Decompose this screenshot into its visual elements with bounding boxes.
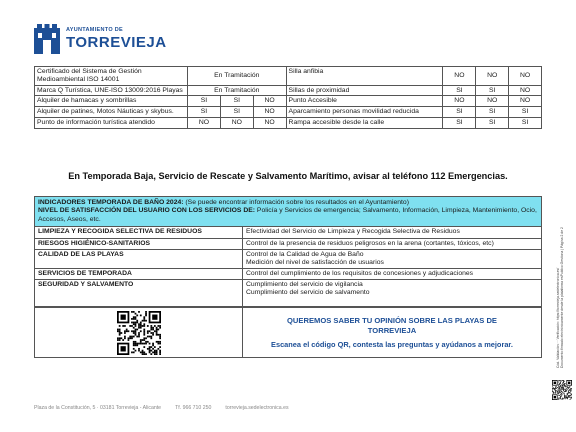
facility-value: NO xyxy=(443,96,476,107)
table-row xyxy=(35,250,541,269)
facility-value: NO xyxy=(509,96,542,107)
footer-web[interactable]: torrevieja.sedelectronica.es xyxy=(225,405,289,411)
indicators-header xyxy=(35,197,541,227)
facility-name: Marca Q Turística, UNE-ISO 13009:2016 Playas xyxy=(35,85,188,96)
table-row xyxy=(35,85,542,96)
indicator-detail: Control del cumplimiento de los requisitos de concesiones y adjudicaciones xyxy=(246,270,474,278)
table-row xyxy=(35,227,541,238)
survey-instructions: Escanea el código QR, contesta las preguntas y ayúdanos a mejorar. xyxy=(271,340,513,350)
table-row xyxy=(35,269,541,280)
indicator-detail: Cumplimiento del servicio de salvamento xyxy=(246,289,370,297)
survey-title: QUEREMOS SABER TU OPINIÓN SOBRE LAS PLAYAS DE TORREVIEJA xyxy=(287,316,497,335)
qr-cell xyxy=(35,308,243,357)
facility-value: NO xyxy=(253,96,286,107)
indicator-detail: Medición del nivel de satisfacción de usuarios xyxy=(246,258,384,266)
indicators-title: INDICADORES TEMPORADA DE BAÑO 2024: xyxy=(38,199,184,206)
survey-block xyxy=(35,307,541,357)
footer-address: Plaza de la Constitución, 5 · 03181 Torrevieja - Alicante xyxy=(34,405,162,411)
facility-name: Punto de información turística atendido xyxy=(35,118,188,129)
facility-name: Punto Accesible xyxy=(286,96,443,107)
footer-phone: Tf. 966 710 250 xyxy=(175,405,212,411)
indicators-note: (Se puede encontrar información sobre los resultados en el Ayuntamiento) xyxy=(183,199,409,206)
validation-side-text xyxy=(556,227,570,368)
side-text-line: Documento firmado electrónicamente desde la plataforma esPublico Gestiona | Página 2 de 2 xyxy=(560,227,565,368)
satisfaction-title: NIVEL DE SATISFACCIÓN DEL USUARIO CON LOS SERVICIOS DE: xyxy=(38,207,256,215)
facilities-table xyxy=(34,66,542,129)
indicator-name: RIESGOS HIGIÉNICO-SANITARIOS xyxy=(35,239,243,249)
facility-value: SI xyxy=(509,118,542,129)
facility-value: SI xyxy=(188,107,221,118)
facility-value: SI xyxy=(443,118,476,129)
indicator-name: CALIDAD DE LAS PLAYAS xyxy=(35,250,243,268)
facility-name: Alquiler de patines, Motos Náuticas y skybus. xyxy=(35,107,188,118)
survey-text xyxy=(243,308,541,357)
facility-value: NO xyxy=(253,118,286,129)
facility-value: NO xyxy=(509,85,542,96)
facility-value: SI xyxy=(188,96,221,107)
facility-value: SI xyxy=(476,118,509,129)
indicator-detail: Efectividad del Servicio de Limpieza y Recogida Selectiva de Residuos xyxy=(246,228,460,236)
table-row xyxy=(35,96,542,107)
facility-value: NO xyxy=(253,107,286,118)
table-row xyxy=(35,107,542,118)
survey-qr-code[interactable] xyxy=(117,311,161,355)
side-text-line: Cód. Validación: ·· Verificación: https://torrevieja.sedelectronica.es/ xyxy=(556,267,560,368)
validation-qr-code[interactable] xyxy=(552,380,572,400)
facility-value: SI xyxy=(476,107,509,118)
facility-value: NO xyxy=(220,118,253,129)
emergency-announcement: En Temporada Baja, Servicio de Rescate y Salvamento Marítimo, avisar al teléfono 112 Emergencias. xyxy=(68,171,508,181)
facility-value: NO xyxy=(476,67,509,86)
facility-name: Aparcamiento personas movilidad reducida xyxy=(286,107,443,118)
facility-name: Rampa accesible desde la calle xyxy=(286,118,443,129)
indicator-name: LIMPIEZA Y RECOGIDA SELECTIVA DE RESIDUOS xyxy=(35,227,243,237)
facility-value: NO xyxy=(443,67,476,86)
facility-value: SI xyxy=(220,96,253,107)
facility-value: SI xyxy=(476,85,509,96)
indicator-name: SERVICIOS DE TEMPORADA xyxy=(35,269,243,279)
logo-title: TORREVIEJA xyxy=(66,34,167,52)
indicator-detail: Control de la Calidad de Agua de Baño xyxy=(246,250,364,258)
table-row xyxy=(35,280,541,307)
footer xyxy=(34,405,289,411)
facility-name: Sillas de proximidad xyxy=(286,85,443,96)
facility-value: SI xyxy=(443,85,476,96)
facility-name: Alquiler de hamacas y sombrillas xyxy=(35,96,188,107)
facility-value: SI xyxy=(509,107,542,118)
facility-value: NO xyxy=(476,96,509,107)
indicator-detail: Cumplimiento del servicio de vigilancia xyxy=(246,281,363,289)
ayuntamiento-logo xyxy=(34,22,167,56)
table-row xyxy=(35,239,541,250)
facility-value: En Tramitación xyxy=(188,67,286,86)
facility-value: NO xyxy=(188,118,221,129)
castle-logo-icon xyxy=(34,24,60,54)
facility-name: Certificado del Sistema de Gestión Medioambiental ISO 14001 xyxy=(35,67,188,86)
facility-value: SI xyxy=(443,107,476,118)
facility-value: En Tramitación xyxy=(188,85,286,96)
indicators-table xyxy=(34,196,542,358)
table-row xyxy=(35,67,542,86)
facility-value: NO xyxy=(509,67,542,86)
indicator-name: SEGURIDAD Y SALVAMENTO xyxy=(35,280,243,306)
satisfaction-services: Policía y Servicios de emergencia; Salvamento, Información, Limpieza, Mantenimiento, Ocio, Accesos, Aseos, etc. xyxy=(38,207,537,223)
logo-subtitle: AYUNTAMIENTO DE xyxy=(66,26,123,33)
indicator-detail: Control de la presencia de residuos peligrosos en la arena (cortantes, tóxicos, etc) xyxy=(246,239,494,247)
facility-name: Silla anfibia xyxy=(286,67,443,86)
facility-value: SI xyxy=(220,107,253,118)
table-row xyxy=(35,118,542,129)
